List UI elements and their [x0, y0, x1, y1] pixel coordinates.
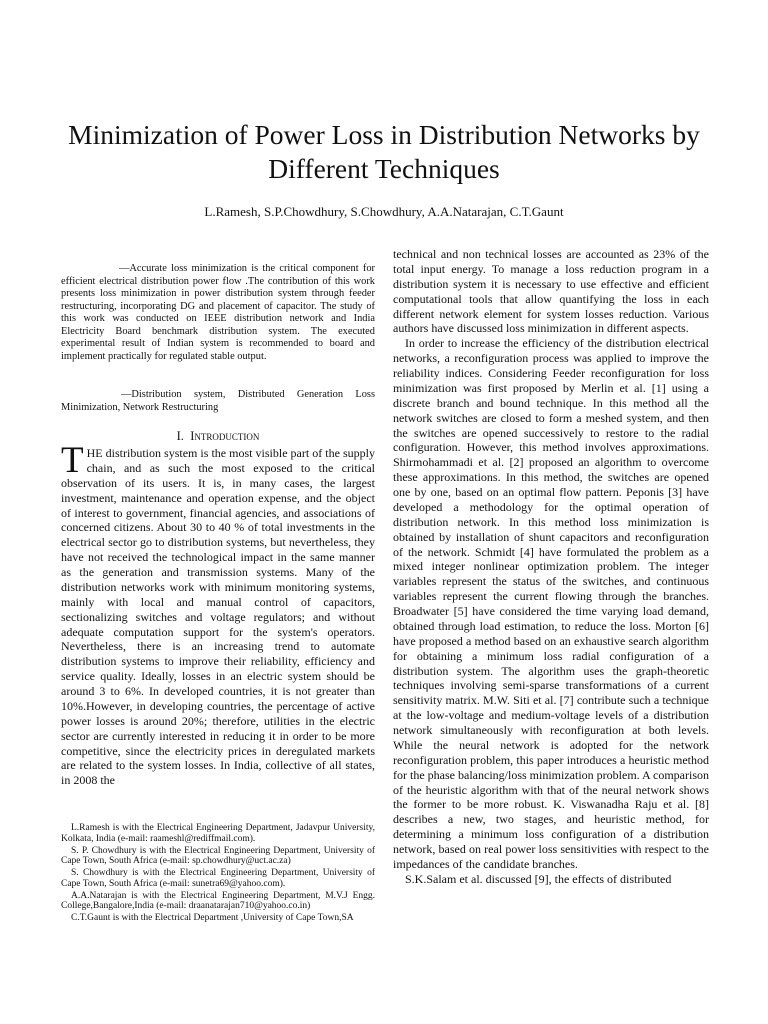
author-list: L.Ramesh, S.P.Chowdhury, S.Chowdhury, A.A.Natarajan, C.T.Gaunt [204, 204, 564, 219]
drop-cap: T [61, 440, 84, 481]
section-number: I. [176, 429, 184, 443]
section-heading-introduction [61, 429, 375, 444]
introduction-paragraph: HE distribution system is the most visible part of the supply chain, and as such the most exposed to the critical observation of its users. It is, in many cases, the largest investment, maintenance and operation expense, and the object of interest to government, financial agencies, and associations of concerned citizens. About 30 to 40 % of total investments in the electrical sector go to distribution systems, but nevertheless, they have not received the technological impact in the same manner as the generation and transmission systems. Many of the distribution networks work with minimum monitoring systems, mainly with local and manual control of capacitors, sectionalizing switches and voltage regulators; and without adequate computation support for the system's operators. Nevertheless, there is an increasing trend to automate distribution systems to improve their reliability, efficiency and service quality. Ideally, losses in an electric system should be around 3 to 6%. In developed countries, it is not greater than 10%.However, in developing countries, the percentage of active power losses is around 20%; therefore, utilities in the electric sector are currently interested in reducing it in order to be more competitive, since the electricity prices in deregulated markets are related to the system losses. In India, collective of all states, in 2008 the [61, 446, 375, 788]
footnote: L.Ramesh is with the Electrical Engineering Department, Jadavpur University, Kolkata, India (e-mail: raameshl@rediffmail.com). [61, 823, 375, 844]
footnote: S. Chowdhury is with the Electrical Engineering Department, University of Cape Town, South Africa (e-mail: sunetra69@yahoo.com). [61, 868, 375, 889]
footnote: S. P. Chowdhury is with the Electrical Engineering Department, University of Cape Town, South Africa (e-mail: sp.chowdhury@uct.ac.za) [61, 845, 375, 866]
body-paragraph: technical and non technical losses are accounted as 23% of the total input energy. To manage a loss reduction program in a distribution system it is necessary to use effective and efficient computational tools that allow quantifying the loss in each different network element for system losses reduction. Various authors have discussed loss minimization in different aspects. [393, 247, 709, 336]
author-footnotes [61, 823, 375, 925]
body-paragraph: S.K.Salam et al. discussed [9], the effects of distributed [405, 871, 672, 886]
section-title: Introduction [190, 429, 260, 443]
abstract: —Accurate loss minimization is the critical component for efficient electrical distribution power flow .The contribution of this work presents loss minimization in power distribution system through feeder restructuring, incorporating DG and placement of capacitor. The study of this work was conducted on IEEE distribution network and India Electricity Board benchmark distribution system. The executed experimental result of Indian system is recommended to board and implement practically for regulated stable output. [61, 263, 375, 362]
body-paragraph: In order to increase the efficiency of the distribution electrical networks, a reconfiguration process was applied to improve the reliability indices. Considering Feeder reconfiguration for loss minimization was first proposed by Merlin et al. [1] using a discrete branch and bound technique. In this method all the network switches are closed to form a meshed system, and then the switches are opened successively to restore to the radial configuration. However, this method involves approximations. Shirmohammadi et al. [2] proposed an algorithm to overcome these approximations. In this method, the switches are opened one by one, based on an optimal flow pattern. Peponis [3] have developed a methodology for the optimal operation of distribution network. In this method loss minimization is obtained by installation of shunt capacitors and reconfiguration of the network. Schmidt [4] have formulated the problem as a mixed integer nonlinear optimization problem. The integer variables represent the status of the switches, and continuous variables represent the current flowing through the branches. Broadwater [5] have considered the time varying load demand, obtained through load estimation, to reduce the loss. Morton [6] have proposed a method based on an exhaustive search algorithm for obtaining a minimum loss radial configuration of a distribution system. The algorithm uses the graph-theoretic techniques involving semi-sparse transformations of a current sensitivity matrix. M.W. Siti et al. [7] contribute such a technique at the low-voltage and medium-voltage levels of a distribution network simultaneously with reconfiguration at both levels. While the neural network is adopted for the network reconfiguration problem, this paper introduces a heuristic method for the phase balancing/loss minimization problem. A comparison of the heuristic algorithm with that of the neural network shows the former to be more robust. K. Viswanadha Raju et al. [8] describes a new, two stages, and heuristic method, for determining a minimum loss configuration of a distribution network, based on real power loss sensitivities with respect to the impedances of the candidate branches. [393, 336, 709, 871]
paper-title: Minimization of Power Loss in Distribution Networks by Different Techniques [68, 119, 700, 184]
footnote: A.A.Natarajan is with the Electrical Engineering Department, M.V.J Engg. College,Bangalore,India (e-mail: draanatarajan710@yahoo.co.in) [61, 890, 375, 911]
footnote: C.T.Gaunt is with the Electrical Department ,University of Cape Town,SA [71, 913, 354, 923]
introduction-text [61, 440, 375, 788]
index-terms: —Distribution system, Distributed Generation Loss Minimization, Network Restructuring [61, 389, 375, 413]
right-column [393, 247, 709, 887]
